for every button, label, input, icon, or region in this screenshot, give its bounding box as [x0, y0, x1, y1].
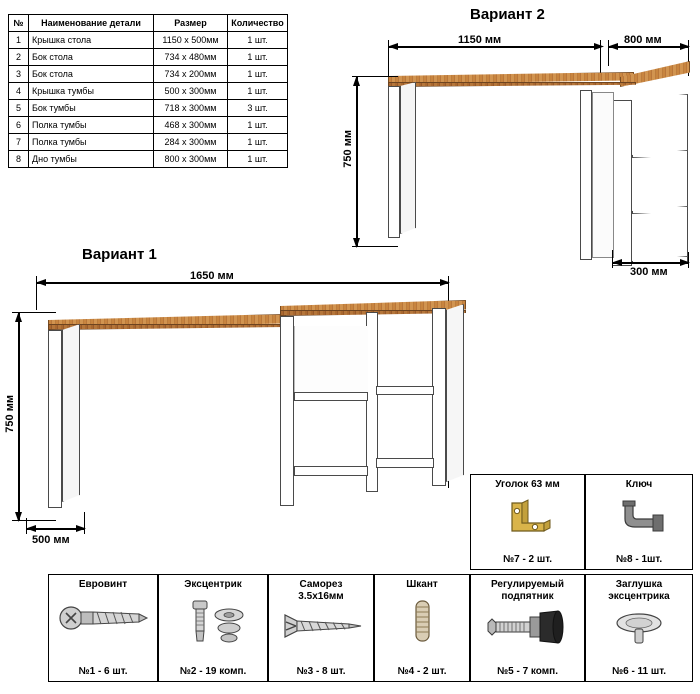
- table-header-row: [9, 15, 288, 32]
- cell-qty: 1 шт.: [228, 151, 288, 168]
- v1-cabinet-right-side: [432, 308, 446, 486]
- table-row: [9, 117, 288, 134]
- cam-cover-cap-icon: [586, 611, 692, 661]
- hardware-caption: №6 - 11 шт.: [611, 666, 667, 677]
- cell-num: 4: [9, 83, 29, 100]
- hardware-box-euro-screw: [48, 574, 158, 682]
- table-header-name: Наименование детали: [29, 15, 154, 32]
- cell-size: 800 х 300мм: [154, 151, 228, 168]
- v2-worktop-front-edge: [388, 82, 636, 87]
- variant2-depth-label: 800 мм: [624, 34, 662, 46]
- v1-worktop-left-edge: [48, 324, 286, 330]
- cell-size: 718 х 300мм: [154, 100, 228, 117]
- cam-lock-icon: [159, 597, 267, 661]
- hardware-caption: №4 - 2 шт.: [397, 666, 447, 677]
- v1-left-leg-front: [48, 330, 62, 508]
- cell-num: 7: [9, 134, 29, 151]
- v1-shelf-middle-left: [294, 392, 368, 401]
- hardware-caption: №3 - 8 шт.: [296, 666, 346, 677]
- hardware-box-adjustable-foot: [470, 574, 585, 682]
- cell-name: Крышка тумбы: [29, 83, 154, 100]
- cell-qty: 1 шт.: [228, 83, 288, 100]
- v2-left-leg-panel-side: [400, 82, 416, 234]
- variant2-width-label: 1150 мм: [458, 34, 502, 46]
- hardware-box-allen-key: [585, 474, 693, 570]
- cell-size: 1150 x 500мм: [154, 32, 228, 49]
- hardware-box-cam-lock: [158, 574, 268, 682]
- allen-key-icon: [586, 497, 692, 549]
- v1-shelf-middle-right: [376, 386, 434, 395]
- variant1-depth-arrows: [24, 523, 88, 534]
- v2-cabinet-divider: [580, 90, 592, 260]
- hardware-caption: №1 - 6 шт.: [78, 666, 128, 677]
- cell-size: 284 х 300мм: [154, 134, 228, 151]
- table-row: [9, 100, 288, 117]
- table-row: [9, 83, 288, 100]
- variant1-drawing: [18, 290, 458, 540]
- cell-num: 6: [9, 117, 29, 134]
- v2-cabinet-inner-back: [592, 92, 614, 258]
- cell-num: 5: [9, 100, 29, 117]
- cell-size: 734 х 200мм: [154, 66, 228, 83]
- table-row: [9, 32, 288, 49]
- hardware-title: Евровинт: [78, 579, 128, 590]
- cell-name: Крышка стола: [29, 32, 154, 49]
- cell-size: 500 х 300мм: [154, 83, 228, 100]
- cell-qty: 3 шт.: [228, 100, 288, 117]
- dowel-icon: [375, 597, 469, 661]
- corner-bracket-icon: [471, 497, 584, 549]
- variant2-drawing: [340, 60, 695, 270]
- cell-name: Полка тумбы: [29, 117, 154, 134]
- hardware-box-dowel: [374, 574, 470, 682]
- parts-table: [8, 14, 288, 168]
- hardware-title-line1: Саморез: [299, 579, 343, 590]
- cell-name: Бок стола: [29, 66, 154, 83]
- table-header-qty: Количество: [228, 15, 288, 32]
- table-row: [9, 134, 288, 151]
- table-row: [9, 66, 288, 83]
- hardware-title-line1: Регулируемый: [491, 579, 564, 590]
- variant1-width-label: 1650 мм: [190, 270, 234, 282]
- hardware-box-self-tapping-screw: [268, 574, 374, 682]
- v1-cabinet-bottom-left: [294, 466, 368, 476]
- cell-name: Бок стола: [29, 49, 154, 66]
- variant1-height-label: 750 мм: [4, 395, 16, 433]
- adjustable-foot-icon: [471, 609, 584, 661]
- cell-name: Дно тумбы: [29, 151, 154, 168]
- table-row: [9, 49, 288, 66]
- cell-num: 3: [9, 66, 29, 83]
- cell-name: Бок тумбы: [29, 100, 154, 117]
- hardware-title: Уголок 63 мм: [495, 479, 560, 490]
- cell-size: 468 х 300мм: [154, 117, 228, 134]
- hardware-caption: №2 - 19 комп.: [179, 666, 247, 677]
- hardware-title: Ключ: [625, 479, 653, 490]
- variant1-width-arrows: [34, 277, 452, 288]
- cell-num: 1: [9, 32, 29, 49]
- table-row: [9, 151, 288, 168]
- cell-qty: 1 шт.: [228, 49, 288, 66]
- hardware-caption: №7 - 2 шт.: [502, 554, 553, 565]
- table-header-size: Размер: [154, 15, 228, 32]
- variant2-height-label: 750 мм: [342, 130, 354, 168]
- v2-left-leg-panel: [388, 86, 400, 238]
- hardware-caption: №5 - 7 комп.: [496, 666, 558, 677]
- v1-cabinet-back-left: [294, 326, 368, 392]
- self-tapping-screw-icon: [269, 609, 373, 661]
- euro-screw-icon: [49, 597, 157, 661]
- hardware-caption: №8 - 1шт.: [615, 554, 663, 565]
- cell-qty: 1 шт.: [228, 66, 288, 83]
- variant2-bottom-label: 300 мм: [630, 266, 668, 278]
- variant1-title: Вариант 1: [82, 246, 157, 263]
- hardware-title-line2: 3.5х16мм: [298, 591, 344, 602]
- hardware-box-cam-cover-cap: [585, 574, 693, 682]
- hardware-box-corner-bracket: [470, 474, 585, 570]
- table-header-num: №: [9, 15, 29, 32]
- hardware-title-line2: эксцентрика: [608, 591, 670, 602]
- cell-size: 734 х 480мм: [154, 49, 228, 66]
- hardware-title: Эксцентрик: [184, 579, 242, 590]
- hardware-title-line2: подпятник: [501, 591, 554, 602]
- v1-cabinet-left-side: [280, 316, 294, 506]
- cell-qty: 1 шт.: [228, 32, 288, 49]
- v2-right-side-panel: [630, 94, 688, 264]
- cell-num: 2: [9, 49, 29, 66]
- cell-name: Полка тумбы: [29, 134, 154, 151]
- hardware-title-line1: Заглушка: [615, 579, 663, 590]
- v1-left-leg-side: [62, 324, 80, 502]
- cell-num: 8: [9, 151, 29, 168]
- hardware-title: Шкант: [406, 579, 438, 590]
- cell-qty: 1 шт.: [228, 134, 288, 151]
- variant1-depth-label: 500 мм: [32, 534, 70, 546]
- v2-cabinet-side-front: [612, 100, 632, 266]
- v1-cabinet-right-side-depth: [446, 304, 464, 482]
- v1-cabinet-bottom-right: [376, 458, 434, 468]
- cell-qty: 1 шт.: [228, 117, 288, 134]
- variant2-title: Вариант 2: [470, 6, 545, 23]
